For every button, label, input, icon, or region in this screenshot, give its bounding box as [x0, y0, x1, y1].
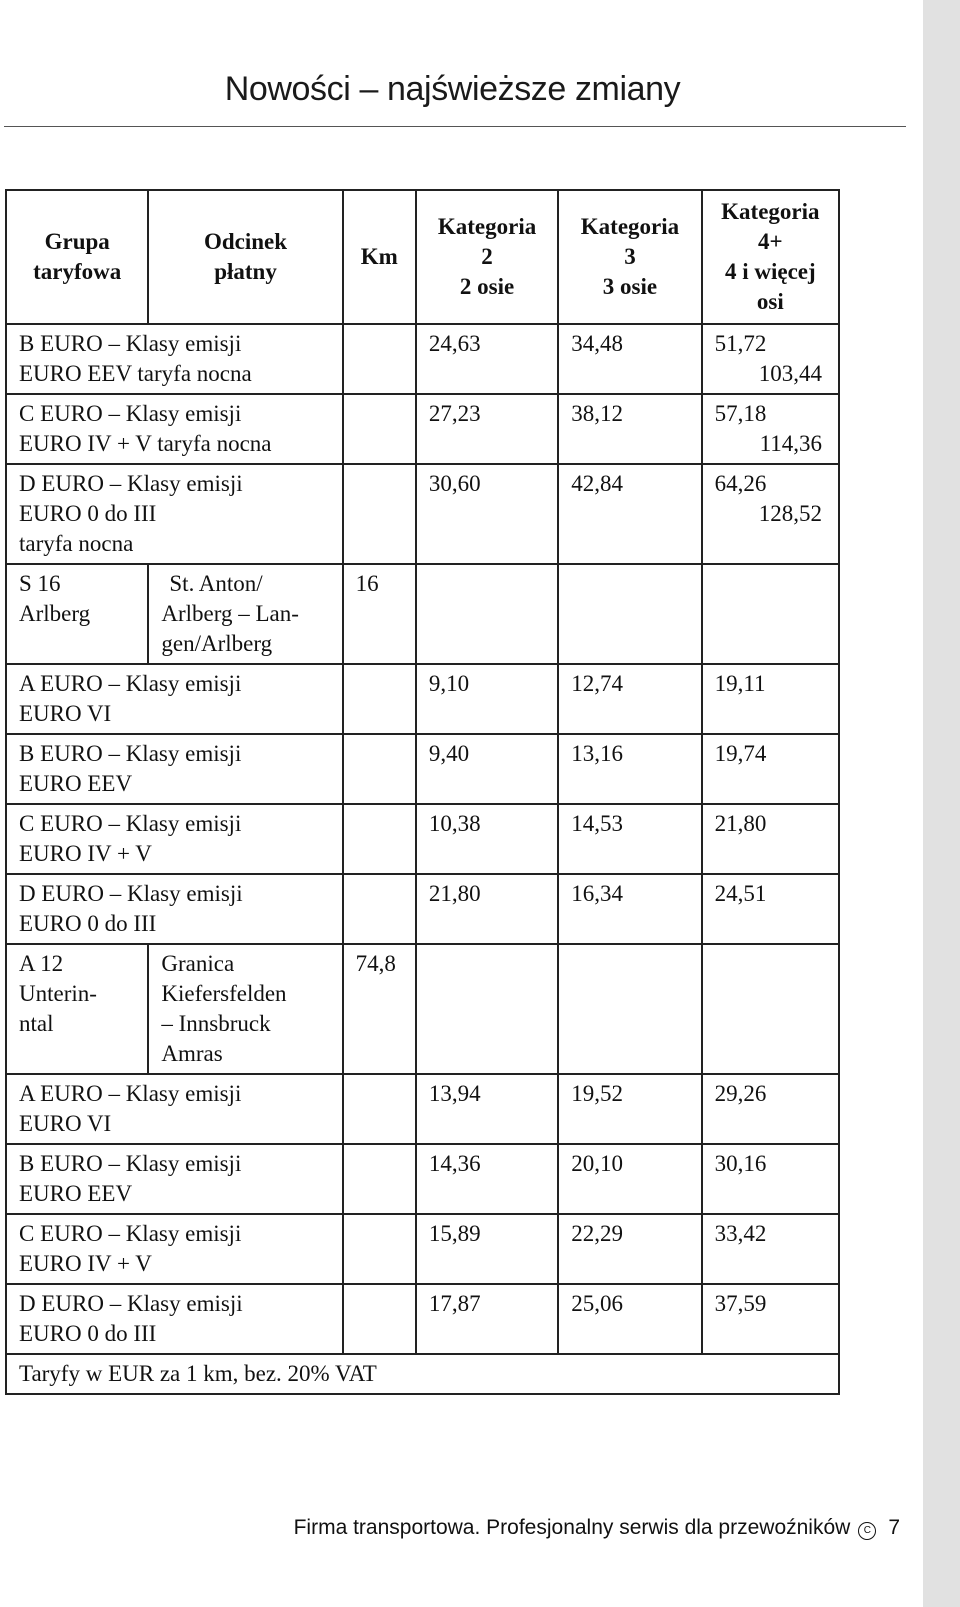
cat2-value: 14,36 [416, 1144, 558, 1214]
tariff-table [5, 189, 840, 1395]
header-cat2: Kategoria 2 2 osie [416, 190, 558, 324]
cat4-value: 64,26 128,52 [702, 464, 839, 564]
group-cell: D EURO – Klasy emisji EURO 0 do III [6, 874, 343, 944]
cat4-empty [702, 564, 839, 664]
group-cell: B EURO – Klasy emisji EURO EEV [6, 734, 343, 804]
table-header-row [6, 190, 839, 324]
km-value: 74,8 [343, 944, 416, 1074]
cat4-value: 33,42 [702, 1214, 839, 1284]
section-cell: Granica Kiefersfelden – Innsbruck Amras [148, 944, 342, 1074]
header-cat3: Kategoria 3 3 osie [558, 190, 701, 324]
km-cell [343, 1284, 416, 1354]
footnote-row [6, 1354, 839, 1394]
cat3-value: 12,74 [558, 664, 701, 734]
cat3-value: 25,06 [558, 1284, 701, 1354]
cat3-empty [558, 564, 701, 664]
table-row [6, 804, 839, 874]
copyright-icon: C [858, 1522, 876, 1540]
group-cell: A EURO – Klasy emisji EURO VI [6, 1074, 343, 1144]
km-cell [343, 734, 416, 804]
cat4-value: 37,59 [702, 1284, 839, 1354]
km-cell [343, 1214, 416, 1284]
table-row [6, 394, 839, 464]
km-cell [343, 1074, 416, 1144]
km-cell [343, 874, 416, 944]
cat2-value: 17,87 [416, 1284, 558, 1354]
group-cell: D EURO – Klasy emisji EURO 0 do III taryfa nocna [6, 464, 343, 564]
group-cell: B EURO – Klasy emisji EURO EEV taryfa nocna [6, 324, 343, 394]
cat4-value: 57,18 114,36 [702, 394, 839, 464]
table-row [6, 324, 839, 394]
cat3-value: 16,34 [558, 874, 701, 944]
cat3-value: 38,12 [558, 394, 701, 464]
group-cell: C EURO – Klasy emisji EURO IV + V [6, 1214, 343, 1284]
km-cell [343, 1144, 416, 1214]
group-cell: C EURO – Klasy emisji EURO IV + V taryfa nocna [6, 394, 343, 464]
table-row [6, 1214, 839, 1284]
cat3-value: 20,10 [558, 1144, 701, 1214]
group-cell: C EURO – Klasy emisji EURO IV + V [6, 804, 343, 874]
section-row [6, 944, 839, 1074]
header-km: Km [343, 190, 416, 324]
cat3-value: 42,84 [558, 464, 701, 564]
group-cell: D EURO – Klasy emisji EURO 0 do III [6, 1284, 343, 1354]
cat4-value: 51,72 103,44 [702, 324, 839, 394]
header-group: Grupa taryfowa [6, 190, 148, 324]
side-band [923, 0, 960, 1607]
km-cell [343, 664, 416, 734]
km-cell [343, 804, 416, 874]
table-row [6, 1074, 839, 1144]
km-cell [343, 394, 416, 464]
cat4-value: 29,26 [702, 1074, 839, 1144]
cat3-value: 14,53 [558, 804, 701, 874]
cat2-value: 13,94 [416, 1074, 558, 1144]
cat4-value: 19,11 [702, 664, 839, 734]
cat2-value: 27,23 [416, 394, 558, 464]
footer-text: Firma transportowa. Profesjonalny serwis dla przewoźników [293, 1516, 851, 1539]
cat2-value: 15,89 [416, 1214, 558, 1284]
header-cat4: Kategoria 4+ 4 i więcej osi [702, 190, 839, 324]
group-cell: B EURO – Klasy emisji EURO EEV [6, 1144, 343, 1214]
cat2-value: 9,40 [416, 734, 558, 804]
header-section: Odcinek płatny [148, 190, 342, 324]
table-row [6, 734, 839, 804]
cat2-value: 30,60 [416, 464, 558, 564]
section-row [6, 564, 839, 664]
cat3-value: 13,16 [558, 734, 701, 804]
table-row [6, 874, 839, 944]
cat2-value: 21,80 [416, 874, 558, 944]
cat2-value: 24,63 [416, 324, 558, 394]
cat3-value: 19,52 [558, 1074, 701, 1144]
cat4-value: 24,51 [702, 874, 839, 944]
table-footnote: Taryfy w EUR za 1 km, bez. 20% VAT [6, 1354, 839, 1394]
table-row [6, 1284, 839, 1354]
page-title: Nowości – najświeższe zmiany [224, 70, 681, 108]
cat4-value: 30,16 [702, 1144, 839, 1214]
page-number: 7 [888, 1516, 900, 1539]
table-row [6, 1144, 839, 1214]
table-row [6, 664, 839, 734]
cat4-value: 21,80 [702, 804, 839, 874]
cat2-empty [416, 564, 558, 664]
km-cell [343, 464, 416, 564]
cat2-empty [416, 944, 558, 1074]
cat2-value: 9,10 [416, 664, 558, 734]
cat4-value: 19,74 [702, 734, 839, 804]
km-value: 16 [343, 564, 416, 664]
cat2-value: 10,38 [416, 804, 558, 874]
route-cell: A 12 Unterin- ntal [6, 944, 148, 1074]
header-rule [4, 126, 906, 127]
page-footer [294, 1516, 900, 1540]
cat3-value: 22,29 [558, 1214, 701, 1284]
cat3-empty [558, 944, 701, 1074]
km-cell [343, 324, 416, 394]
cat3-value: 34,48 [558, 324, 701, 394]
table-row [6, 464, 839, 564]
cat4-empty [702, 944, 839, 1074]
section-cell: St. Anton/ Arlberg – Lan- gen/Arlberg [148, 564, 342, 664]
group-cell: A EURO – Klasy emisji EURO VI [6, 664, 343, 734]
route-cell: S 16 Arlberg [6, 564, 148, 664]
